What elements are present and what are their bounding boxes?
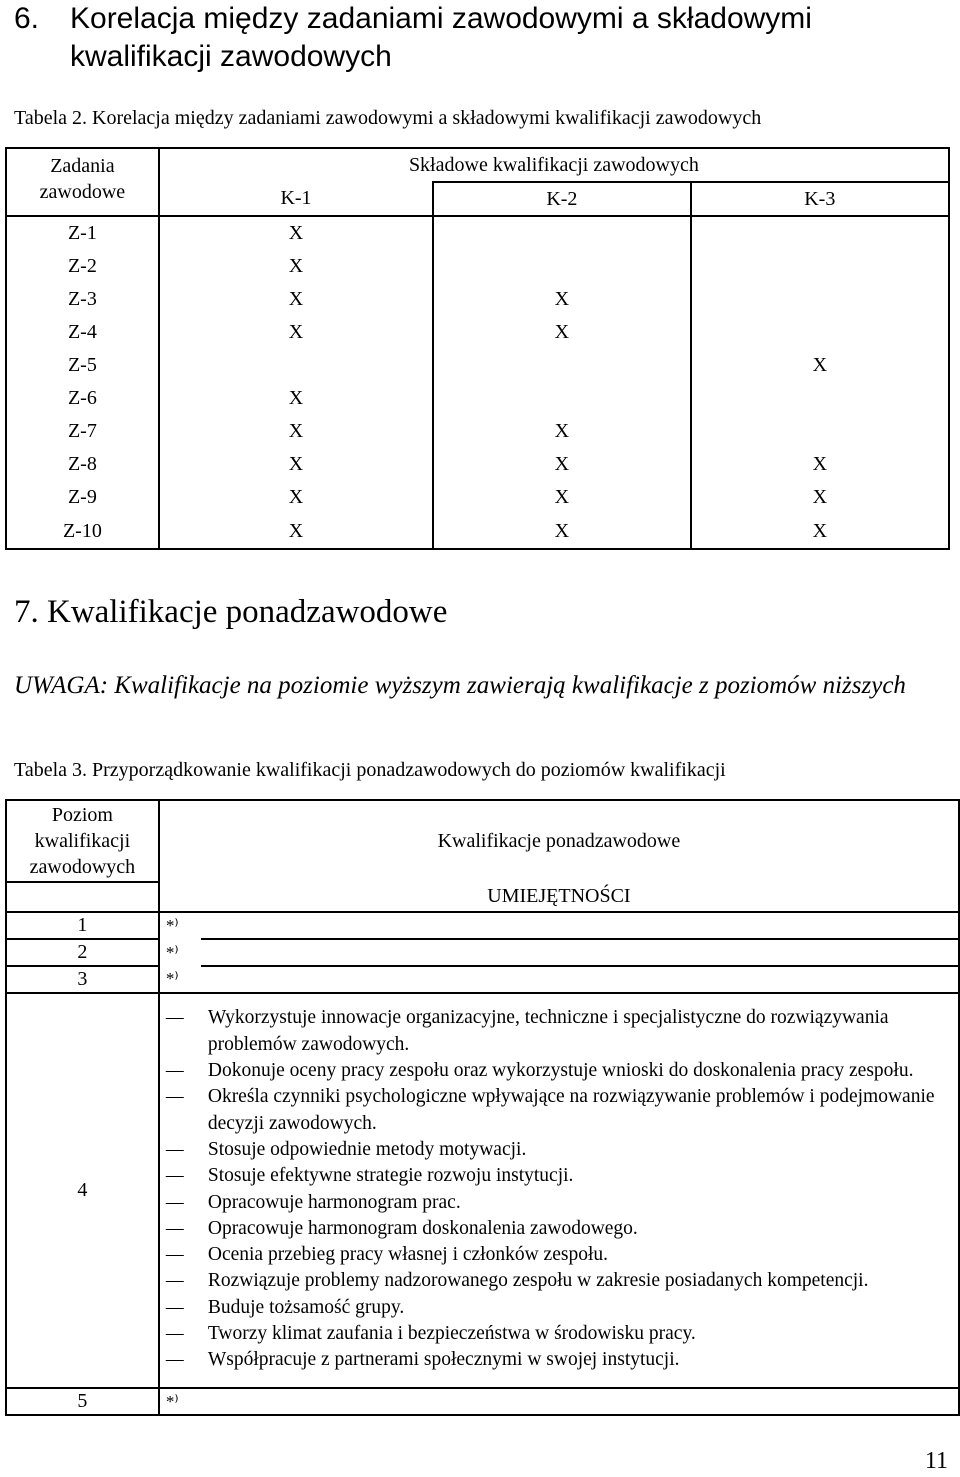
list-item: – Stosuje efektywne strategie rozwoju instytucji. — [164, 1163, 940, 1189]
footnote-star: *⁾ — [159, 966, 201, 993]
footnote-star: *⁾ — [159, 1388, 201, 1415]
table-row — [6, 316, 949, 349]
level-number: 3 — [6, 966, 159, 993]
header-components: Składowe kwalifikacji zawodowych — [159, 148, 949, 182]
section-6-title: Korelacja między zadaniami zawodowymi a składowymi kwalifikacji zawodowych — [70, 2, 812, 73]
mark-cell — [433, 349, 690, 382]
mark-cell: X — [433, 283, 690, 316]
table-row — [6, 514, 949, 549]
table-row — [6, 1388, 959, 1415]
uwaga-note — [14, 670, 934, 702]
mark-cell: X — [433, 316, 690, 349]
mark-cell: X — [159, 448, 433, 481]
mark-cell — [433, 250, 690, 283]
list-item: – Opracowuje harmonogram prac. — [164, 1190, 940, 1216]
mark-cell: X — [159, 316, 433, 349]
table-row — [6, 250, 949, 283]
mark-cell: X — [691, 481, 949, 514]
table-2-caption: Tabela 2. Korelacja między zadaniami zawodowymi a składowymi kwalifikacji zawodowych — [14, 107, 762, 129]
mark-cell — [691, 216, 949, 250]
task-label: Z-2 — [6, 250, 159, 283]
table-row — [6, 912, 959, 939]
task-label: Z-7 — [6, 415, 159, 448]
skills-list — [164, 1005, 940, 1373]
footnote-star: *⁾ — [159, 939, 201, 966]
mark-cell: X — [159, 481, 433, 514]
uwaga-text: UWAGA: Kwalifikacje na poziomie wyższym zawierają kwalifikacje z poziomów niższych — [14, 672, 906, 699]
header-level: Poziom kwalifikacji zawodowych — [6, 800, 159, 882]
mark-cell: X — [433, 514, 690, 549]
mark-cell — [691, 415, 949, 448]
table-row — [6, 283, 949, 316]
empty-cell — [6, 882, 159, 912]
column-header: K-3 — [691, 182, 949, 216]
table-row — [6, 415, 949, 448]
header-tasks: Zadania zawodowe — [6, 148, 159, 216]
mark-cell: X — [159, 250, 433, 283]
list-item: – Współpracuje z partnerami społecznymi w swojej instytucji. — [164, 1347, 940, 1373]
mark-cell — [159, 349, 433, 382]
table-row — [6, 939, 959, 966]
mark-cell — [691, 250, 949, 283]
list-item: – Ocenia przebieg pracy własnej i członków zespołu. — [164, 1242, 940, 1268]
task-label: Z-4 — [6, 316, 159, 349]
table-row — [6, 481, 949, 514]
mark-cell: X — [433, 448, 690, 481]
table-row — [6, 966, 959, 993]
levels-table — [5, 799, 960, 1416]
table-row — [6, 993, 959, 1388]
mark-cell: X — [159, 415, 433, 448]
skills-cell — [159, 993, 959, 1388]
table-row — [6, 382, 949, 415]
list-item: – Buduje tożsamość grupy. — [164, 1295, 940, 1321]
mark-cell: X — [433, 415, 690, 448]
empty-cell — [201, 966, 959, 993]
correlation-table — [5, 147, 950, 550]
table-row — [6, 216, 949, 250]
section-6-number: 6. — [14, 2, 40, 35]
mark-cell: X — [159, 283, 433, 316]
task-label: Z-3 — [6, 283, 159, 316]
mark-cell: X — [159, 382, 433, 415]
mark-cell: X — [159, 216, 433, 250]
header-qualifications: Kwalifikacje ponadzawodowe — [159, 800, 959, 882]
level-number: 4 — [6, 993, 159, 1388]
mark-cell: X — [691, 448, 949, 481]
task-label: Z-10 — [6, 514, 159, 549]
mark-cell — [433, 216, 690, 250]
task-label: Z-6 — [6, 382, 159, 415]
header-skills: UMIEJĘTNOŚCI — [159, 882, 959, 912]
mark-cell — [691, 316, 949, 349]
mark-cell — [691, 283, 949, 316]
list-item: – Określa czynniki psychologiczne wpływające na rozwiązywanie problemów i podejmowanie decyzji zawodowych. — [164, 1084, 940, 1137]
level-number: 1 — [6, 912, 159, 939]
list-item: – Opracowuje harmonogram doskonalenia zawodowego. — [164, 1216, 940, 1242]
mark-cell — [691, 382, 949, 415]
mark-cell: X — [159, 514, 433, 549]
footnote-star: *⁾ — [159, 912, 201, 939]
list-item: – Tworzy klimat zaufania i bezpieczeństwa w środowisku pracy. — [164, 1321, 940, 1347]
table-row — [6, 448, 949, 481]
list-item: – Stosuje odpowiednie metody motywacji. — [164, 1137, 940, 1163]
task-label: Z-8 — [6, 448, 159, 481]
level-number: 2 — [6, 939, 159, 966]
level-number: 5 — [6, 1388, 159, 1415]
table-row — [6, 349, 949, 382]
section-7-heading: 7. Kwalifikacje ponadzawodowe — [14, 594, 448, 630]
task-label: Z-5 — [6, 349, 159, 382]
task-label: Z-9 — [6, 481, 159, 514]
table-3-caption: Tabela 3. Przyporządkowanie kwalifikacji ponadzawodowych do poziomów kwalifikacji — [14, 759, 726, 781]
task-label: Z-1 — [6, 216, 159, 250]
mark-cell: X — [691, 514, 949, 549]
mark-cell: X — [433, 481, 690, 514]
empty-cell — [201, 912, 959, 939]
list-item: – Rozwiązuje problemy nadzorowanego zespołu w zakresie posiadanych kompetencji. — [164, 1268, 940, 1294]
column-header: K-1 — [159, 182, 433, 216]
column-header: K-2 — [433, 182, 690, 216]
mark-cell: X — [691, 349, 949, 382]
empty-cell — [201, 939, 959, 966]
page-number: 11 — [924, 1448, 948, 1474]
list-item: – Dokonuje oceny pracy zespołu oraz wykorzystuje wnioski do doskonalenia pracy zespołu. — [164, 1058, 940, 1084]
mark-cell — [433, 382, 690, 415]
empty-cell — [201, 1388, 959, 1415]
list-item: – Wykorzystuje innowacje organizacyjne, techniczne i specjalistyczne do rozwiązywania problemów zawodowych. — [164, 1005, 940, 1058]
